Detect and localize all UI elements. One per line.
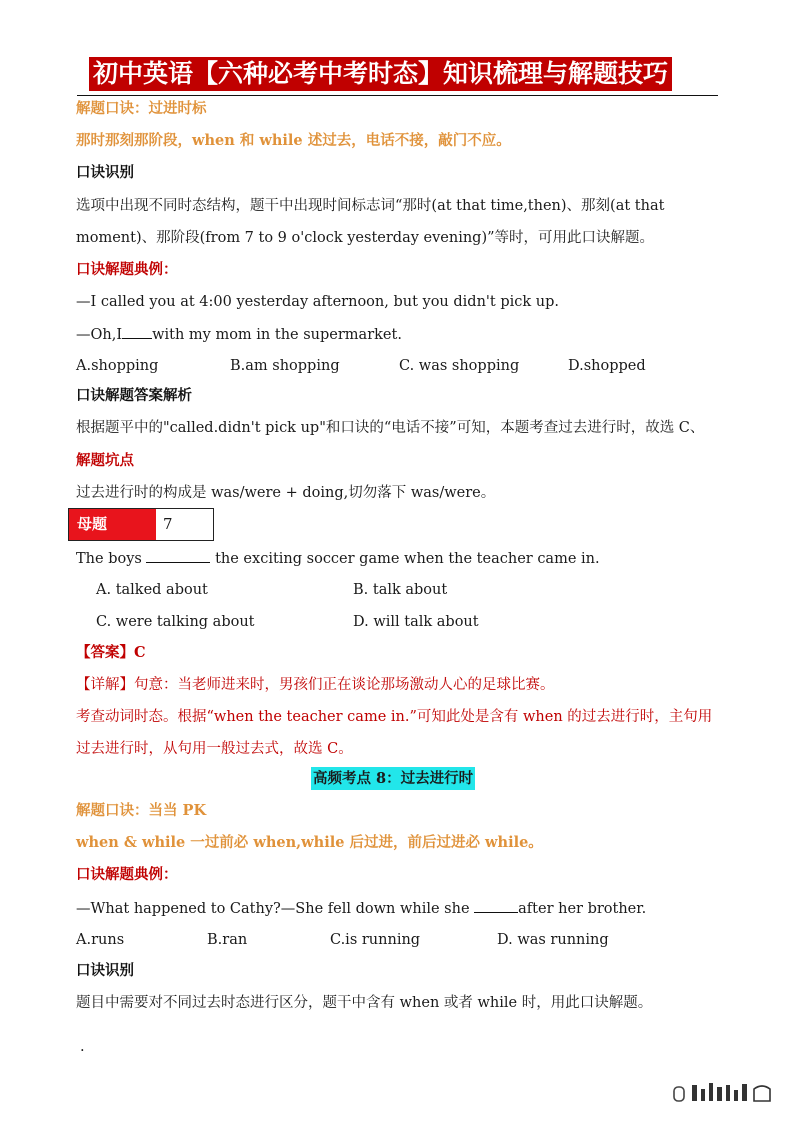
s2-question-post: after her brother. xyxy=(518,901,647,917)
mother-option-b: B. talk about xyxy=(353,582,448,598)
answer-blank xyxy=(474,898,518,913)
mother-detail-line2: 考查动词时态。根据“when the teacher came in.”可知此处是含有 when 的过去进行时，主句用 xyxy=(76,709,713,725)
page-title: 初中英语【六种必考中考时态】知识梳理与解题技巧 xyxy=(89,57,672,91)
s1-question-line1: —I called you at 4:00 yesterday afternoon, but you didn't pick up. xyxy=(76,294,560,310)
s1-option-d: D.shopped xyxy=(568,358,646,374)
s2-option-c: C.is running xyxy=(330,932,421,948)
mother-question-post: the exciting soccer game when the teacher came in. xyxy=(215,551,600,567)
mother-option-a: A. talked about xyxy=(96,582,208,598)
mother-option-d: D. will talk about xyxy=(353,614,479,630)
s1-ident-line1: 选项中出现不同时态结构，题干中出现时间标志词“那时(at that time,then)、那刻(at that xyxy=(76,198,665,214)
mother-option-c: C. were talking about xyxy=(96,614,255,630)
s2-option-a: A.runs xyxy=(76,932,125,948)
mother-question-box xyxy=(68,508,214,541)
s1-analysis-heading: 口诀解题答案解析 xyxy=(76,387,192,404)
s1-example-heading: 口诀解题典例： xyxy=(76,261,178,278)
s1-option-b: B.am shopping xyxy=(230,358,340,374)
mother-detail-line3: 过去进行时，从句用一般过去式，故选 C。 xyxy=(76,741,353,757)
s2-example-heading: 口诀解题典例： xyxy=(76,866,178,883)
s1-question-post: with my mom in the supermarket. xyxy=(152,327,402,343)
watermark-logo xyxy=(662,1081,778,1105)
s1-pit: 过去进行时的构成是 was/were + doing,切勿落下 was/were。 xyxy=(76,485,496,501)
s2-option-b: B.ran xyxy=(207,932,248,948)
s1-question-pre: —Oh,I xyxy=(76,327,123,343)
mother-question xyxy=(76,548,600,569)
s1-rhyme: 那时那刻那阶段，when 和 while 述过去，电话不接，敲门不应。 xyxy=(76,132,511,149)
s2-ident: 题目中需要对不同过去时态进行区分，题干中含有 when 或者 while 时，用此口诀解题。 xyxy=(76,995,653,1011)
mother-question-pre: The boys xyxy=(76,551,142,567)
s2-heading: 解题口诀：当当 PK xyxy=(76,802,207,819)
answer-blank xyxy=(146,548,210,563)
s1-ident-heading: 口诀识别 xyxy=(76,164,134,181)
s1-question-line2 xyxy=(76,324,402,345)
s1-ident-line2: moment)、那阶段(from 7 to 9 o'clock yesterday evening)”等时，可用此口诀解题。 xyxy=(76,230,655,246)
mother-detail-line1: 【详解】句意：当老师进来时，男孩们正在谈论那场激动人心的足球比赛。 xyxy=(76,677,555,693)
mother-answer: 【答案】C xyxy=(76,644,146,661)
trailing-dot: . xyxy=(80,1039,85,1055)
s1-option-a: A.shopping xyxy=(76,358,159,374)
s2-ident-heading: 口诀识别 xyxy=(76,962,134,979)
s2-option-d: D. was running xyxy=(497,932,609,948)
s1-option-c: C. was shopping xyxy=(399,358,520,374)
s1-pit-heading: 解题坑点 xyxy=(76,452,134,469)
title-bar xyxy=(77,55,718,96)
s2-question-pre: —What happened to Cathy?—She fell down while she xyxy=(76,901,470,917)
s1-analysis: 根据题平中的"called.didn't pick up"和口诀的“电话不接”可知，本题考查过去进行时，故选 C、 xyxy=(76,420,705,436)
s2-rhyme: when & while 一过前必 when,while 后过进，前后过进必 while。 xyxy=(76,834,543,851)
s1-heading: 解题口诀：过进时标 xyxy=(76,100,207,117)
s2-question xyxy=(76,898,646,919)
keypoint-heading: 高频考点 8：过去进行时 xyxy=(311,767,475,790)
answer-blank xyxy=(122,324,152,339)
mother-question-label: 母题 xyxy=(69,509,156,540)
mother-question-number: 7 xyxy=(163,515,173,533)
watermark-icon xyxy=(662,1081,778,1105)
